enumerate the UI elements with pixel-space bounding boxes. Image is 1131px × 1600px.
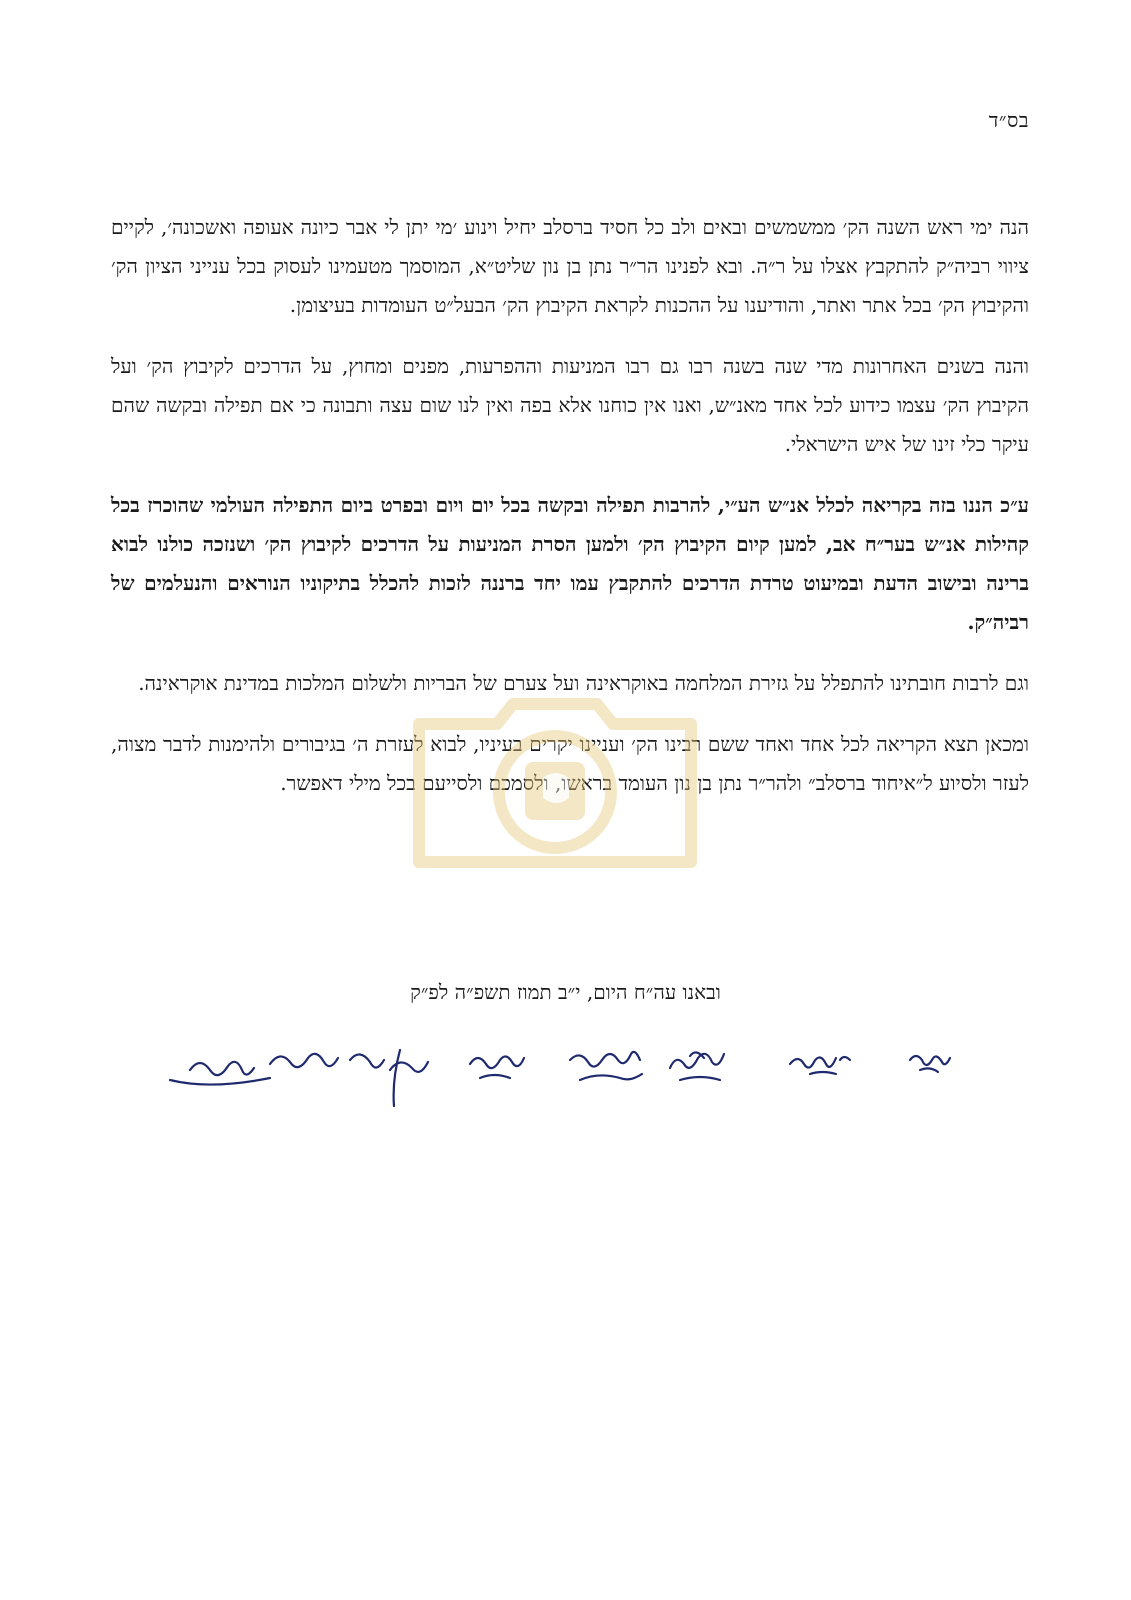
closing-line: ובאנו עה״ח היום, י״ב תמוז תשפ״ה לפ״ק <box>410 980 721 1004</box>
paragraph-1: הנה ימי ראש השנה הק׳ ממשמשים ובאים ולב כל חסיד ברסלב יחיל וינוע ׳מי יתן לי אבר כיונה אעופה ואשכונה׳, לקיים ציווי רביה״ק להתקבץ אצלו על ר״ה. ובא לפנינו הר״ר נתן בן נון שליט״א, המוסמך מטעמינו לעסוק בכל ענייני הציון הק׳ והקיבוץ הק׳ בכל אתר ואתר, והודיענו על ההכנות לקראת הקיבוץ הק׳ הבעל״ט העומדות בעיצומן. <box>111 215 1029 317</box>
paragraph-3-bold: ע״כ הננו בזה בקריאה לכלל אנ״ש הע״י, להרבות תפילה ובקשה בכל יום ויום ובפרט ביום התפילה העולמי שהוכרז בכל קהילות אנ״ש בער״ח אב, למען קיום הקיבוץ הק׳ ולמען הסרת המניעות על הדרכים לקיבוץ הק׳ ושנזכה כולנו לבוא ברינה ובישוב הדעת ובמיעוט טרדת הדרכים להתקבץ עמו יחד ברננה לזכות להכלל בתיקוניו הנוראים והנעלמים של רביה״ק. <box>111 493 1029 634</box>
paragraph-5: ומכאן תצא הקריאה לכל אחד ואחד ששם רבינו הק׳ ועניינו יקרים בעיניו, לבוא לעזרת ה׳ בגיבורים ולהימנות לדבר מצוה, לעזר ולסיוע ל״איחוד ברסלב״ ולהר״ר נתן בן נון העומד בראשו, ולסמכם ולסייעם בכל מילי דאפשר. <box>111 732 1029 795</box>
paragraph-4: וגם לרבות חובתינו להתפלל על גזירת המלחמה באוקראינה ועל צערם של הבריות ולשלום המלכות במדינת אוקראינה. <box>138 671 1029 695</box>
letter-body <box>111 208 1029 825</box>
header-mark: בס״ד <box>988 108 1029 132</box>
paragraph-2: והנה בשנים האחרונות מדי שנה בשנה רבו גם רבו המניעות וההפרעות, מפנים ומחוץ, על הדרכים לקיבוץ הק׳ ועל הקיבוץ הק׳ עצמו כידוע לכל אחד מאנ״ש, ואנו אין כוחנו אלא בפה ואין לנו שום עצה ותבונה כי אם תפילה ובקשה שהם עיקר כלי זינו של איש הישראלי. <box>111 354 1029 456</box>
handwritten-signatures <box>150 1030 970 1120</box>
